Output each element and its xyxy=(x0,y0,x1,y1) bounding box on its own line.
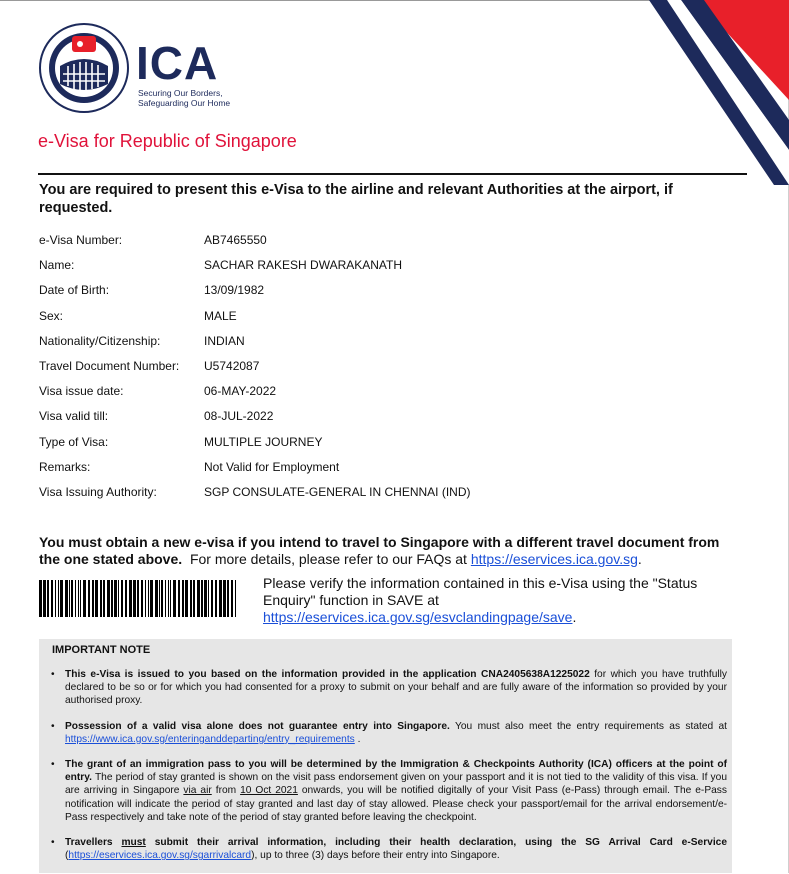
field-evisa-number: e-Visa Number: AB7465550 xyxy=(39,233,267,247)
ica-seal-icon xyxy=(38,22,130,114)
save-link[interactable]: https://eservices.ica.gov.sg/esvclandingpage/save xyxy=(263,609,573,625)
field-name: Name: SACHAR RAKESH DWARAKANATH xyxy=(39,258,403,273)
faq-link[interactable]: https://eservices.ica.gov.sg xyxy=(470,551,638,567)
present-notice: You are required to present this e-Visa to the airline and relevant Authorities at the airport, if requested. xyxy=(39,182,673,216)
ica-tagline: Securing Our Borders, Safeguarding Our Home xyxy=(138,88,231,108)
important-note-title: IMPORTANT NOTE xyxy=(52,644,151,656)
field-visa-type: Type of Visa: MULTIPLE JOURNEY xyxy=(39,434,323,449)
note-item-application: • This e-Visa is issued to you based on the information provided in the application CNA2405638A1225022 for which you have truthfully declared to be so or for which you had consented for a proxy to submit on your behalf and are fully aware of the information so provided by your authorised proxy. xyxy=(51,669,727,707)
verify-notice: Please verify the information contained in this e-Visa using the "Status Enquiry" function in SAVE at https://eservices.ica.gov.sg/esvclandingpage/save. xyxy=(263,575,698,625)
field-nationality: Nationality/Citizenship: INDIAN xyxy=(39,333,245,348)
ica-logo-text: ICA xyxy=(136,37,219,89)
note-item-immigration-pass: • The grant of an immigration pass to you will be determined by the Immigration & Checkpoints Authority (ICA) officers at the point of entry. The period of stay granted is shown on the visit pass endorsement given on your passport and it is not tied to the validity of this visa. If you are arriving in Singapore via air from 10 Oct 2021 onwards, you will be notified digitally of your Visit Pass (e-Pass) through email. The e-Pass notification will indicate the period of stay granted and last day of stay allowed. Please check your passport/email for the arrival endorsement/e-Pass respectively and take note of the period of stay granted before leaving the checkpoint. xyxy=(51,759,727,823)
important-note xyxy=(39,639,732,873)
note-item-arrival-card: • Travellers must submit their arrival information, including their health declaration, using the SG Arrival Card e-Service (https://eservices.ica.gov.sg/sgarrivalcard), up to three (3) days before their entry into Singapore. xyxy=(51,837,727,862)
barcode xyxy=(39,580,238,617)
field-valid-till: Visa valid till: 08-JUL-2022 xyxy=(39,409,274,424)
field-travel-document: Travel Document Number: U5742087 xyxy=(39,358,260,373)
note-item-entry: • Possession of a valid visa alone does not guarantee entry into Singapore. You must also meet the entry requirements as stated at https://www.ica.gov.sg/enteringanddeparting/entry_requirements . xyxy=(51,720,727,745)
field-issuing-authority: Visa Issuing Authority: SGP CONSULATE-GENERAL IN CHENNAI (IND) xyxy=(39,484,471,499)
entry-requirements-link[interactable]: https://www.ica.gov.sg/enteringanddeparting/entry_requirements xyxy=(65,733,355,745)
title-divider xyxy=(38,173,747,175)
important-note-list xyxy=(51,668,727,874)
arrival-card-link[interactable]: https://eservices.ica.gov.sg/sgarrivalcard xyxy=(68,850,252,862)
field-dob: Date of Birth: 13/09/1982 xyxy=(39,283,265,298)
corner-decoration xyxy=(589,0,789,185)
new-visa-notice: You must obtain a new e-visa if you intend to travel to Singapore with a different travel document from the one stated above. For more details, please refer to our FAQs at https://eservices.ica.gov.sg. xyxy=(39,534,720,567)
field-issue-date: Visa issue date: 06-MAY-2022 xyxy=(39,384,277,399)
field-remarks: Remarks: Not Valid for Employment xyxy=(39,459,340,474)
field-sex: Sex: MALE xyxy=(39,308,237,323)
visa-details xyxy=(39,230,639,507)
document-title: e-Visa for Republic of Singapore xyxy=(38,131,297,151)
